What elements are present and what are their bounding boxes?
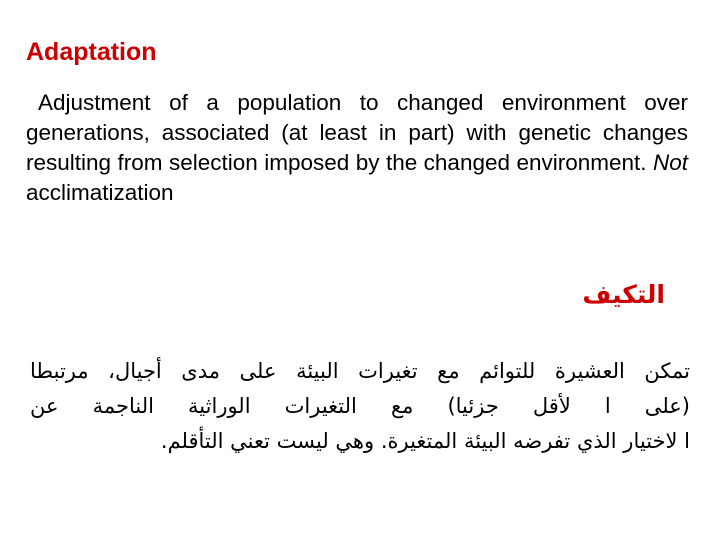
definition-emphasis: Not <box>652 150 688 175</box>
slide-title: Adaptation <box>26 38 157 66</box>
definition-text-end: acclimatization <box>26 180 174 205</box>
definition-paragraph <box>26 88 688 208</box>
arabic-line-1: تمكن العشيرة للتوائم مع تغيرات البيئة على مدى أجيال، مرتبطا <box>30 359 690 383</box>
definition-text: Adjustment of a population to changed environment over generations, associated (at least in part) with genetic changes resulting from selection imposed by the changed environment. <box>26 90 688 175</box>
arabic-line-2: (على ا لأقل جزئيا) مع التغيرات الوراثية الناجمة عن <box>30 394 690 418</box>
arabic-definition <box>30 354 690 459</box>
arabic-title: التكيف <box>582 280 665 309</box>
arabic-line-3: ا لاختيار الذي تفرضه البيئة المتغيرة. وهي ليست تعني التأقلم. <box>160 429 690 453</box>
